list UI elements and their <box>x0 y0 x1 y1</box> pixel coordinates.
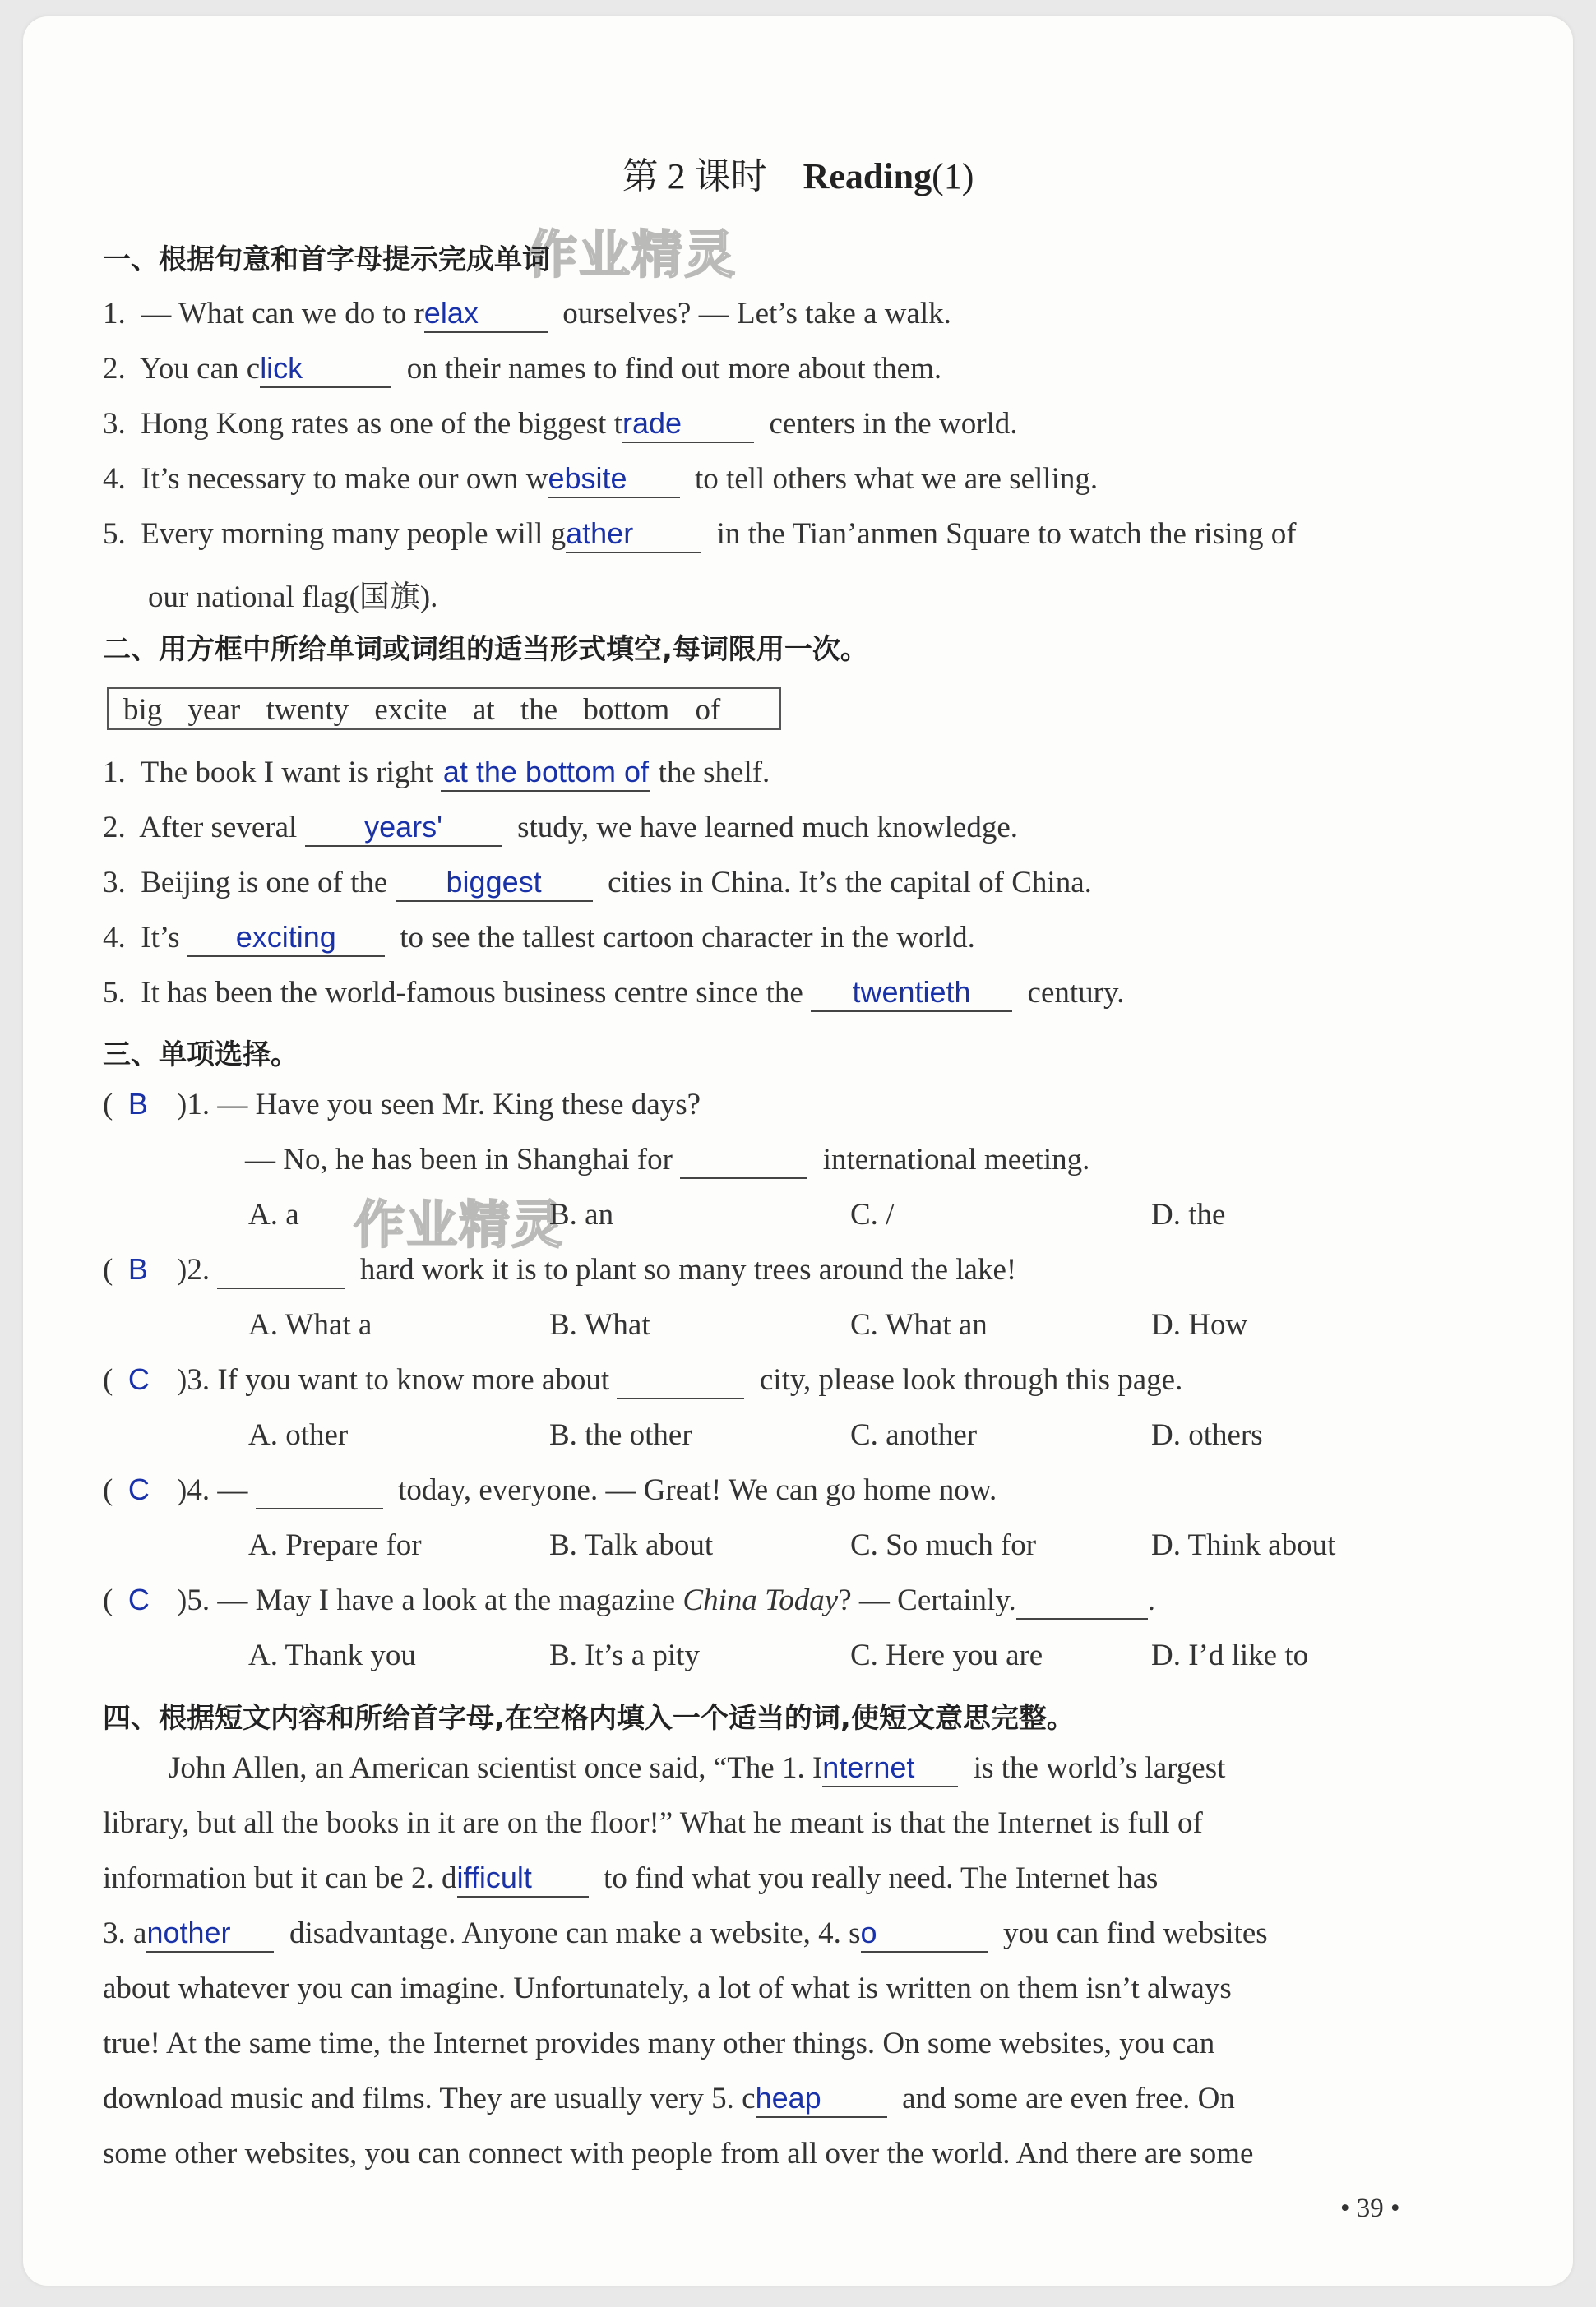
answer: at the bottom of <box>442 755 649 788</box>
answer: nternet <box>822 1750 915 1784</box>
passage-line: download music and films. They are usually very 5. cheap and some are even free. On <box>103 2081 1235 2118</box>
answer: biggest <box>446 865 542 899</box>
lesson-subtitle: (1) <box>932 156 974 196</box>
answer: o <box>860 1916 877 1949</box>
mc-option: B. an <box>549 1198 614 1232</box>
question-line: 3. Beijing is one of the biggest cities in China. It’s the capital of China. <box>103 865 1092 902</box>
page-number: • 39 • <box>1340 2194 1400 2223</box>
mc-option: B. What <box>549 1308 650 1342</box>
mc-option: D. I’d like to <box>1151 1639 1309 1672</box>
mc-option: D. others <box>1151 1418 1263 1452</box>
question-line: 2. You can click on their names to find out more about them. <box>103 351 941 388</box>
question-line: 2. After several years' study, we have learned much knowledge. <box>103 810 1018 847</box>
section-heading: 三、单项选择。 <box>103 1038 298 1071</box>
passage-line: some other websites, you can connect with people from all over the world. And there are some <box>103 2137 1254 2171</box>
mc-question: ( C )5. — May I have a look at the magazine China Today? — Certainly. . <box>103 1583 1155 1620</box>
page-title <box>0 146 1596 199</box>
mc-option: B. the other <box>549 1418 692 1452</box>
section-heading: 二、用方框中所给单词或词组的适当形式填空,每词限用一次。 <box>103 633 868 666</box>
section-heading: 四、根据短文内容和所给首字母,在空格内填入一个适当的词,使短文意思完整。 <box>103 1702 1075 1735</box>
mc-option: B. Talk about <box>549 1528 714 1562</box>
watermark-logo: 作业精灵 <box>526 224 738 284</box>
passage-line: about whatever you can imagine. Unfortunately, a lot of what is written on them isn’t always <box>103 1972 1232 2005</box>
mc-option: A. other <box>248 1418 349 1452</box>
question-line: 1. The book I want is right at the bottom of the shelf. <box>103 755 770 792</box>
mc-option: A. What a <box>248 1308 372 1342</box>
passage-line: 3. another disadvantage. Anyone can make a website, 4. so you can find websites <box>103 1916 1268 1953</box>
mc-answer: C <box>127 1583 150 1616</box>
mc-answer: B <box>127 1252 148 1286</box>
answer: twentieth <box>852 975 971 1009</box>
question-line: 5. Every morning many people will gather in the Tian’anmen Square to watch the rising of <box>103 516 1297 553</box>
question-line: 5. It has been the world-famous business centre since the twentieth century. <box>103 975 1124 1012</box>
mc-answer: B <box>127 1087 148 1121</box>
answer: elax <box>423 296 479 330</box>
mc-option: A. Prepare for <box>248 1528 422 1562</box>
word-bank-box: big year twenty excite at the bottom of <box>107 687 781 730</box>
answer: heap <box>755 2081 821 2115</box>
question-line-continued: our national flag(国旗). <box>148 580 438 614</box>
passage-line: information but it can be 2. difficult to find what you really need. The Internet has <box>103 1861 1158 1898</box>
answer: years' <box>364 810 443 844</box>
answer: rade <box>622 406 682 440</box>
question-line: 1. — What can we do to relax ourselves? — Let’s take a walk. <box>103 296 951 333</box>
mc-question: ( C )3. If you want to know more about city, please look through this page. <box>103 1362 1182 1399</box>
lesson-title: Reading <box>803 156 932 196</box>
mc-option: D. Think about <box>1151 1528 1336 1562</box>
answer: nother <box>146 1916 231 1949</box>
question-line: 4. It’s necessary to make our own website to tell others what we are selling. <box>103 461 1098 498</box>
mc-option: A. Thank you <box>248 1639 416 1672</box>
section-heading: 一、根据句意和首字母提示完成单词 <box>103 243 550 276</box>
mc-option: D. the <box>1151 1198 1226 1232</box>
magazine-title: China Today <box>682 1583 839 1617</box>
lesson-number: 第 2 课时 <box>622 156 767 196</box>
answer: ifficult <box>456 1861 532 1894</box>
mc-option: C. What an <box>850 1308 988 1342</box>
mc-question: ( B )1. — Have you seen Mr. King these days? <box>103 1087 701 1121</box>
mc-answer: C <box>127 1362 150 1396</box>
mc-option: B. It’s a pity <box>549 1639 700 1672</box>
passage-line: true! At the same time, the Internet provides many other things. On some websites, you can <box>103 2027 1215 2060</box>
mc-question: ( C )4. — today, everyone. — Great! We can go home now. <box>103 1473 997 1509</box>
mc-question-line2: — No, he has been in Shanghai for international meeting. <box>245 1142 1089 1179</box>
watermark-logo: 作业精灵 <box>354 1195 565 1255</box>
answer: lick <box>260 351 303 385</box>
answer: ather <box>566 516 634 550</box>
mc-question: ( B )2. hard work it is to plant so many trees around the lake! <box>103 1252 1016 1289</box>
answer: exciting <box>235 920 336 954</box>
passage-line: John Allen, an American scientist once said, “The 1. Internet is the world’s largest <box>169 1750 1225 1787</box>
answer: ebsite <box>548 461 627 495</box>
question-line: 3. Hong Kong rates as one of the biggest trade centers in the world. <box>103 406 1018 443</box>
mc-option: A. a <box>248 1198 299 1232</box>
passage-line: library, but all the books in it are on the floor!” What he meant is that the Internet is full of <box>103 1806 1203 1840</box>
mc-option: C. Here you are <box>850 1639 1043 1672</box>
mc-option: C. / <box>850 1198 895 1232</box>
mc-option: C. another <box>850 1418 978 1452</box>
mc-option: D. How <box>1151 1308 1248 1342</box>
mc-answer: C <box>127 1473 150 1506</box>
question-line: 4. It’s exciting to see the tallest cartoon character in the world. <box>103 920 975 957</box>
mc-option: C. So much for <box>850 1528 1037 1562</box>
